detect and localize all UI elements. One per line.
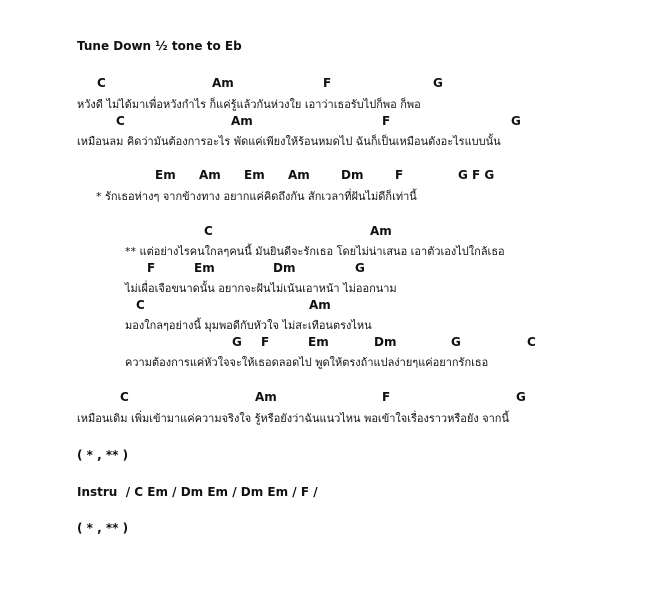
chord: Em — [155, 168, 176, 182]
chord: C — [120, 390, 129, 404]
chord-line — [0, 224, 661, 240]
lyric-line: ไม่เผื่อเจือขนาดนั้น อยากจะฝันไม่เน้นเอาหน้า ไม่ออกนาม — [125, 282, 397, 295]
chord: C — [136, 298, 145, 312]
lyric-line: ** แต่อย่างไรคนใกลๆคนนี้ มันยินดีจะรักเธอ โดยไม่น่าเสนอ เอาตัวเองไปใกล้เธอ — [125, 245, 505, 258]
chord: Dm — [273, 261, 296, 275]
chord: G — [433, 76, 443, 90]
chord-line — [0, 390, 661, 406]
chord-line — [0, 76, 661, 92]
instrumental-line: Instru / C Em / Dm Em / Dm Em / F / — [77, 485, 318, 499]
repeat-marker: ( * , ** ) — [77, 521, 129, 535]
chord: Am — [370, 224, 392, 238]
chord: G — [516, 390, 526, 404]
chord: G — [355, 261, 365, 275]
lyric-line: หวังดี ไม่ได้มาเพื่อหวังกำไร ก็แค่รู้แล้วกันห่วงใย เอาว่าเธอรับไปก็พอ ก็พอ — [77, 98, 421, 111]
lyric-line: ความต้องการแค่หัวใจจะให้เธอดลอดไป พูดให้ตรงถ้าแปลง่ายๆแค่อยากรักเธอ — [125, 356, 489, 369]
chord-line — [0, 298, 661, 314]
lyric-line: มองใกลๆอย่างนี้ มุมพอดีกับหัวใจ ไม่สะเทือนตรงไหน — [125, 319, 372, 332]
chord: F — [147, 261, 156, 275]
chord: Dm — [341, 168, 364, 182]
chord: C — [527, 335, 536, 349]
repeat-marker: ( * , ** ) — [77, 448, 129, 462]
chord: F — [382, 114, 391, 128]
chord: C — [204, 224, 213, 238]
chord: Am — [199, 168, 221, 182]
chord: F — [395, 168, 404, 182]
chord-line — [0, 261, 661, 277]
chord-line — [0, 114, 661, 130]
lyric-line: * รักเธอห่างๆ จากข้างทาง อยากแค่คิดถึงกัน สักเวลาที่ฝันไม่ดีก็เท่านี้ — [96, 190, 417, 203]
chord: F — [382, 390, 391, 404]
chord: F — [323, 76, 332, 90]
chord-line — [0, 335, 661, 351]
chord: Am — [288, 168, 310, 182]
chord-line — [0, 168, 661, 184]
chord: Em — [244, 168, 265, 182]
chord: G — [511, 114, 521, 128]
chord: Em — [194, 261, 215, 275]
chord: Am — [212, 76, 234, 90]
chord: G — [451, 335, 461, 349]
chord: Dm — [374, 335, 397, 349]
chord: Am — [231, 114, 253, 128]
lyric-line: เหมือนเดิม เพิ่มเข้ามาแค่ความจริงใจ รู้หรือยังว่าฉันแนวไหน พอเข้าใจเรื่องราวหรือยัง จากนี้ — [77, 412, 509, 425]
lyric-line: เหมือนลม คิดว่ามันต้องการอะไร พัดแค่เพียงให้ร้อนหมดไป ฉันก็เป็นเหมือนดังอะไรแบบนั้น — [77, 135, 501, 148]
chord: C — [97, 76, 106, 90]
chord: Am — [309, 298, 331, 312]
tuning-title: Tune Down ½ tone to Eb — [77, 39, 242, 53]
chord: G — [232, 335, 242, 349]
chord: G F G — [458, 168, 495, 182]
chord: F — [261, 335, 270, 349]
chord: C — [116, 114, 125, 128]
chord: Am — [255, 390, 277, 404]
chord: Em — [308, 335, 329, 349]
